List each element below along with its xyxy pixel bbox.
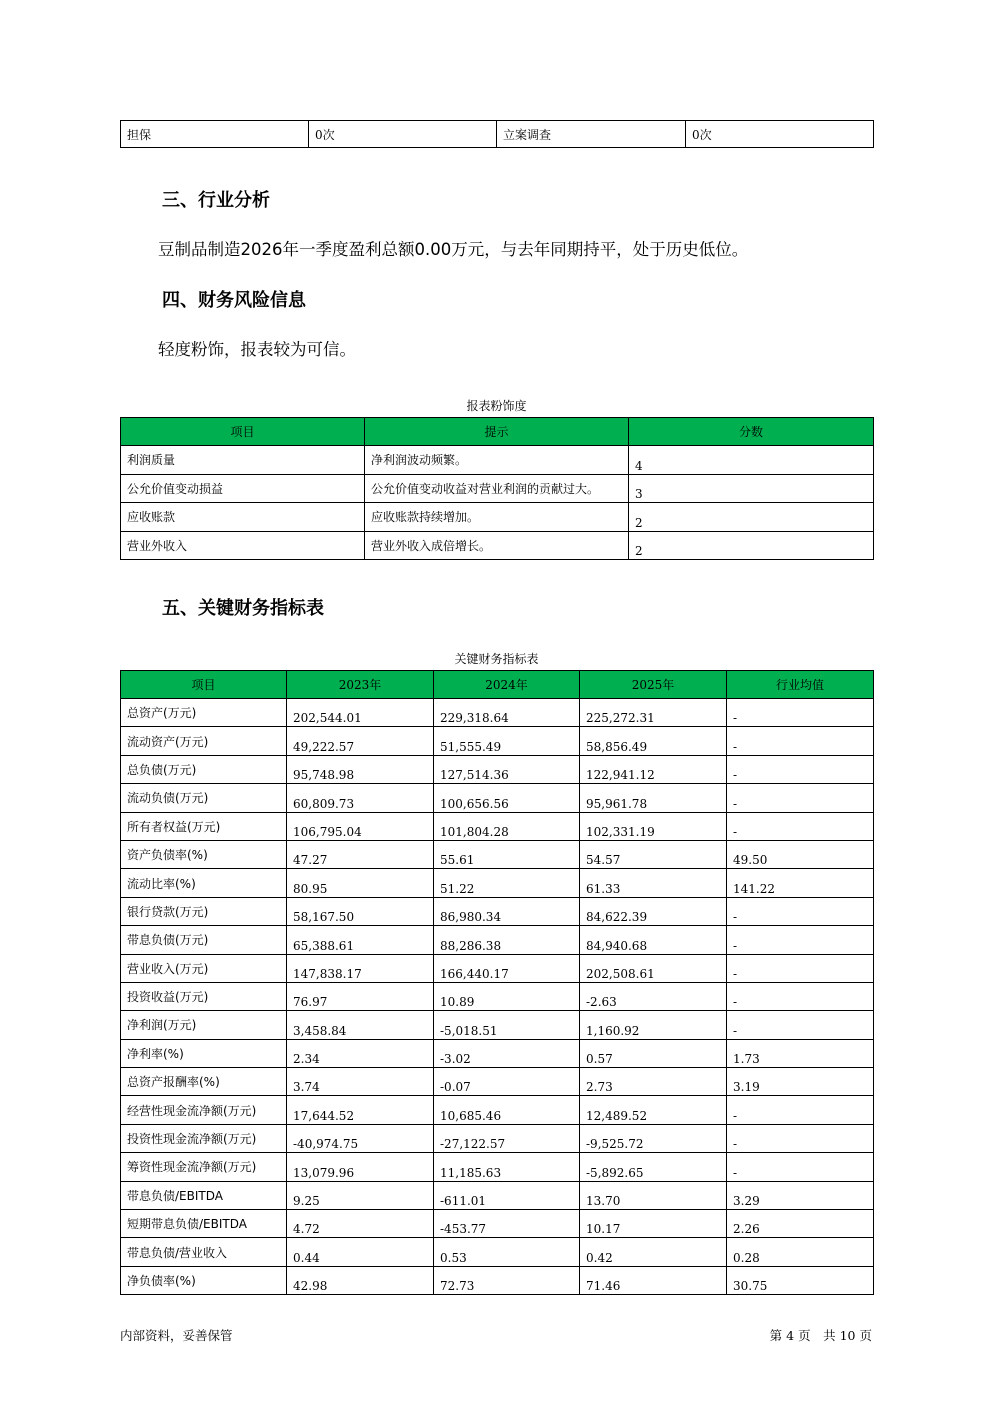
- kpi-value: 141.22: [727, 869, 874, 897]
- kpi-value: 95,961.78: [580, 784, 727, 812]
- table-row: [121, 699, 874, 727]
- kpi-value: -: [727, 926, 874, 954]
- kpi-label: 筹资性现金流净额(万元): [121, 1153, 287, 1181]
- table-row: [121, 954, 874, 982]
- kpi-value: -40,974.75: [287, 1124, 434, 1152]
- kpi-value: -: [727, 897, 874, 925]
- kpi-label: 总资产报酬率(%): [121, 1068, 287, 1096]
- table-header-row: [121, 671, 874, 699]
- kpi-value: 17,644.52: [287, 1096, 434, 1124]
- table-row: [121, 1039, 874, 1067]
- table-header-row: [121, 418, 874, 446]
- table-row: [121, 784, 874, 812]
- kpi-value: 55.61: [434, 840, 580, 868]
- kpi-label: 流动负债(万元): [121, 784, 287, 812]
- risk-item: 公允价值变动损益: [121, 474, 365, 503]
- risk-hint: 应收账款持续增加。: [365, 503, 629, 532]
- page-current: 4: [786, 1328, 795, 1343]
- kpi-value: -: [727, 982, 874, 1010]
- table-row: [121, 1124, 874, 1152]
- header-score: 分数: [629, 418, 874, 446]
- header-industry-avg: 行业均值: [727, 671, 874, 699]
- kpi-value: 10,685.46: [434, 1096, 580, 1124]
- risk-score: 4: [629, 446, 874, 475]
- page-mid: 页 共: [798, 1328, 836, 1343]
- kpi-value: 58,167.50: [287, 897, 434, 925]
- kpi-value: 86,980.34: [434, 897, 580, 925]
- kpi-value: 58,856.49: [580, 727, 727, 755]
- table-row: [121, 1068, 874, 1096]
- risk-hint: 净利润波动频繁。: [365, 446, 629, 475]
- guarantee-investigation-table: [120, 120, 874, 148]
- kpi-value: -: [727, 1096, 874, 1124]
- kpi-value: 49,222.57: [287, 727, 434, 755]
- kpi-value: 229,318.64: [434, 699, 580, 727]
- kpi-label: 带息负债/营业收入: [121, 1238, 287, 1266]
- risk-table-caption: 报表粉饰度: [466, 399, 527, 413]
- kpi-label: 带息负债/EBITDA: [121, 1181, 287, 1209]
- kpi-value: 2.73: [580, 1068, 727, 1096]
- table-row: [121, 982, 874, 1010]
- kpi-value: 61.33: [580, 869, 727, 897]
- kpi-value: 100,656.56: [434, 784, 580, 812]
- kpi-label: 所有者权益(万元): [121, 812, 287, 840]
- table-row: [121, 531, 874, 560]
- kpi-value: 127,514.36: [434, 755, 580, 783]
- kpi-value: 49.50: [727, 840, 874, 868]
- kpi-value: 47.27: [287, 840, 434, 868]
- kpi-value: 2.34: [287, 1039, 434, 1067]
- guarantee-count: 0次: [309, 121, 497, 148]
- guarantee-label: 担保: [121, 121, 309, 148]
- kpi-value: -453.77: [434, 1210, 580, 1238]
- kpi-label: 流动比率(%): [121, 869, 287, 897]
- kpi-value: 225,272.31: [580, 699, 727, 727]
- header-hint: 提示: [365, 418, 629, 446]
- kpi-value: -5,892.65: [580, 1153, 727, 1181]
- kpi-value: -: [727, 954, 874, 982]
- table-row: [121, 446, 874, 475]
- kpi-label: 流动资产(万元): [121, 727, 287, 755]
- risk-hint: 公允价值变动收益对营业利润的贡献过大。: [365, 474, 629, 503]
- section3-heading: 三、行业分析: [162, 190, 270, 211]
- kpi-label: 经营性现金流净额(万元): [121, 1096, 287, 1124]
- section3-text: 豆制品制造2026年一季度盈利总额0.00万元，与去年同期持平，处于历史低位。: [158, 240, 749, 259]
- kpi-label: 带息负债(万元): [121, 926, 287, 954]
- kpi-value: -: [727, 699, 874, 727]
- risk-item: 应收账款: [121, 503, 365, 532]
- kpi-value: 1.73: [727, 1039, 874, 1067]
- table-row: [121, 840, 874, 868]
- kpi-value: -611.01: [434, 1181, 580, 1209]
- kpi-value: 0.57: [580, 1039, 727, 1067]
- kpi-value: 84,622.39: [580, 897, 727, 925]
- kpi-value: -0.07: [434, 1068, 580, 1096]
- table-row: [121, 121, 874, 148]
- kpi-label: 总资产(万元): [121, 699, 287, 727]
- kpi-value: 72.73: [434, 1266, 580, 1294]
- risk-score: 3: [629, 474, 874, 503]
- investigation-count: 0次: [686, 121, 874, 148]
- kpi-label: 净利率(%): [121, 1039, 287, 1067]
- kpi-value: 42.98: [287, 1266, 434, 1294]
- kpi-value: 84,940.68: [580, 926, 727, 954]
- kpi-value: 11,185.63: [434, 1153, 580, 1181]
- table-row: [121, 1210, 874, 1238]
- kpi-value: 101,804.28: [434, 812, 580, 840]
- kpi-value: 10.89: [434, 982, 580, 1010]
- kpi-value: -5,018.51: [434, 1011, 580, 1039]
- kpi-table: [120, 670, 874, 1295]
- table-row: [121, 1181, 874, 1209]
- kpi-value: 9.25: [287, 1181, 434, 1209]
- kpi-value: 13.70: [580, 1181, 727, 1209]
- kpi-label: 营业收入(万元): [121, 954, 287, 982]
- table-row: [121, 1153, 874, 1181]
- header-2023: 2023年: [287, 671, 434, 699]
- kpi-value: 106,795.04: [287, 812, 434, 840]
- kpi-value: -: [727, 1124, 874, 1152]
- risk-score: 2: [629, 531, 874, 560]
- kpi-value: 122,941.12: [580, 755, 727, 783]
- kpi-label: 银行贷款(万元): [121, 897, 287, 925]
- kpi-value: 10.17: [580, 1210, 727, 1238]
- kpi-value: -27,122.57: [434, 1124, 580, 1152]
- footer-confidential: 内部资料，妥善保管: [120, 1328, 233, 1343]
- risk-item: 利润质量: [121, 446, 365, 475]
- kpi-value: 30.75: [727, 1266, 874, 1294]
- header-item: 项目: [121, 418, 365, 446]
- kpi-label: 短期带息负债/EBITDA: [121, 1210, 287, 1238]
- risk-hint: 营业外收入成倍增长。: [365, 531, 629, 560]
- kpi-value: 80.95: [287, 869, 434, 897]
- table-row: [121, 1011, 874, 1039]
- page-suffix: 页: [859, 1328, 872, 1343]
- footer-page-number: [770, 1326, 872, 1344]
- table-row: [121, 926, 874, 954]
- kpi-value: -: [727, 755, 874, 783]
- table-row: [121, 1266, 874, 1294]
- kpi-value: 51.22: [434, 869, 580, 897]
- table-row: [121, 897, 874, 925]
- section4-text: 轻度粉饰，报表较为可信。: [158, 340, 356, 359]
- table-row: [121, 503, 874, 532]
- kpi-value: -9,525.72: [580, 1124, 727, 1152]
- table-row: [121, 812, 874, 840]
- kpi-value: 3.19: [727, 1068, 874, 1096]
- kpi-value: 202,508.61: [580, 954, 727, 982]
- kpi-value: 51,555.49: [434, 727, 580, 755]
- kpi-table-body: [121, 699, 874, 1295]
- header-item: 项目: [121, 671, 287, 699]
- kpi-value: -: [727, 812, 874, 840]
- kpi-value: -: [727, 727, 874, 755]
- kpi-value: 4.72: [287, 1210, 434, 1238]
- table-row: [121, 727, 874, 755]
- kpi-value: -3.02: [434, 1039, 580, 1067]
- section4-heading: 四、财务风险信息: [162, 290, 306, 311]
- kpi-value: 76.97: [287, 982, 434, 1010]
- kpi-value: -2.63: [580, 982, 727, 1010]
- kpi-value: 13,079.96: [287, 1153, 434, 1181]
- kpi-value: 12,489.52: [580, 1096, 727, 1124]
- kpi-value: 0.53: [434, 1238, 580, 1266]
- kpi-value: 71.46: [580, 1266, 727, 1294]
- kpi-label: 净负债率(%): [121, 1266, 287, 1294]
- kpi-value: 65,388.61: [287, 926, 434, 954]
- kpi-value: 3.29: [727, 1181, 874, 1209]
- header-2024: 2024年: [434, 671, 580, 699]
- kpi-value: 1,160.92: [580, 1011, 727, 1039]
- kpi-value: -: [727, 1011, 874, 1039]
- kpi-value: 0.28: [727, 1238, 874, 1266]
- table-row: [121, 474, 874, 503]
- kpi-value: 54.57: [580, 840, 727, 868]
- kpi-label: 净利润(万元): [121, 1011, 287, 1039]
- kpi-value: 3,458.84: [287, 1011, 434, 1039]
- risk-item: 营业外收入: [121, 531, 365, 560]
- risk-table: [120, 417, 874, 560]
- kpi-value: 2.26: [727, 1210, 874, 1238]
- kpi-value: 88,286.38: [434, 926, 580, 954]
- kpi-value: -: [727, 1153, 874, 1181]
- kpi-label: 总负债(万元): [121, 755, 287, 783]
- section5-heading: 五、关键财务指标表: [162, 598, 324, 619]
- kpi-value: 3.74: [287, 1068, 434, 1096]
- kpi-label: 投资收益(万元): [121, 982, 287, 1010]
- table-row: [121, 1096, 874, 1124]
- kpi-table-caption: 关键财务指标表: [454, 652, 539, 666]
- kpi-label: 资产负债率(%): [121, 840, 287, 868]
- kpi-value: 166,440.17: [434, 954, 580, 982]
- table-row: [121, 869, 874, 897]
- page-total: 10: [839, 1328, 856, 1343]
- kpi-value: 102,331.19: [580, 812, 727, 840]
- kpi-value: 202,544.01: [287, 699, 434, 727]
- page-prefix: 第: [769, 1328, 783, 1343]
- kpi-value: 147,838.17: [287, 954, 434, 982]
- kpi-value: 0.44: [287, 1238, 434, 1266]
- investigation-label: 立案调查: [497, 121, 686, 148]
- kpi-label: 投资性现金流净额(万元): [121, 1124, 287, 1152]
- table-row: [121, 1238, 874, 1266]
- table-row: [121, 755, 874, 783]
- risk-score: 2: [629, 503, 874, 532]
- kpi-value: -: [727, 784, 874, 812]
- header-2025: 2025年: [580, 671, 727, 699]
- kpi-value: 0.42: [580, 1238, 727, 1266]
- kpi-value: 60,809.73: [287, 784, 434, 812]
- kpi-value: 95,748.98: [287, 755, 434, 783]
